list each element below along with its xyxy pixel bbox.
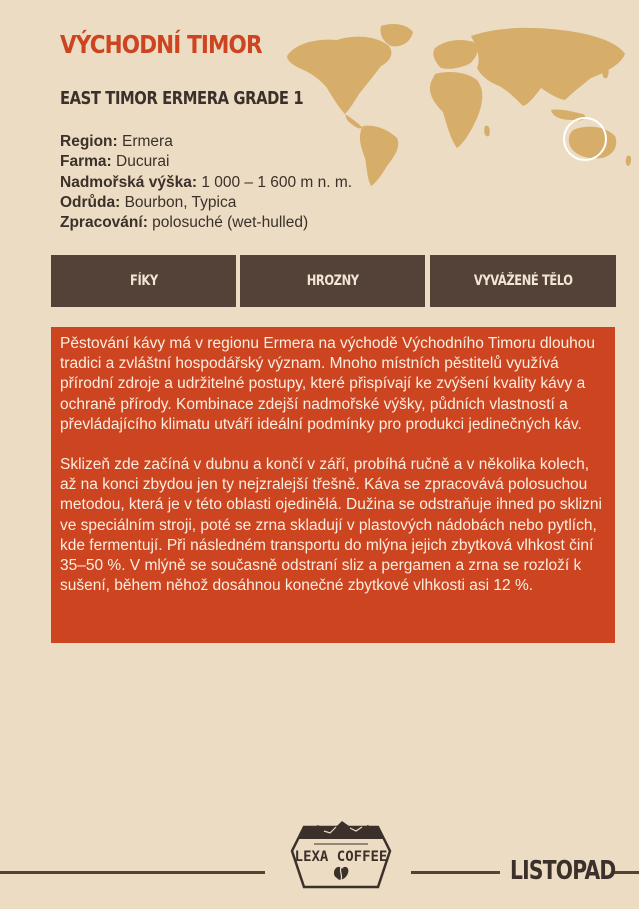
fact-value: Ermera — [122, 133, 173, 150]
fact-variety — [60, 193, 352, 213]
map-madagascar — [484, 126, 490, 137]
map-europe — [433, 40, 477, 69]
fact-label: Nadmořská výška: — [60, 173, 197, 191]
description-paragraph: Pěstování kávy má v regionu Ermera na východě Východního Timoru dlouhou tradici a zvláštní hospodářský význam. Mnoho místních pěstitelů využívá přírodní zdroje a udržitelné postupy, které přispívají ke zvýšení kvality kávy a ochraně přírody. Kombinace zdejší nadmořské výšky, půdních vlastností a převládajícího klimatu utváří ideální podmínky pro produkci jedinečných káv. — [60, 335, 596, 433]
fact-region — [60, 132, 352, 152]
coffee-name: EAST TIMOR ERMERA GRADE 1 — [60, 88, 304, 109]
tasting-note-tile — [51, 255, 236, 307]
map-asia — [471, 28, 625, 106]
description-box — [51, 327, 615, 643]
fact-farm — [60, 152, 352, 172]
fact-value: polosuché (wet-hulled) — [152, 214, 309, 232]
map-central-america — [345, 114, 363, 129]
fact-label: Region: — [60, 133, 118, 150]
page-title: VÝCHODNÍ TIMOR — [60, 30, 262, 59]
map-greenland — [380, 24, 413, 46]
description-paragraph: Sklizeň zde začíná v dubnu a končí v září, probíhá ručně a v několika kolech, až na konci zbydou jen ty nejzralejší třešně. Káva se zpracovává polosuchou metodou, která je v této oblasti ojedinělá. Dužina se odstraňuje ihned po sklizni ve speciálním stroji, poté se zrna skladují v plastových nádobách nebo pytlích, kde fermentují. Při následném transportu do mlýna jejich zbytková vlhkost činí 35–50 %. V mlýně se současně odstraní sliz a pergamen a zrna se rozloží k sušení, během něhož dosáhnou konečné zbytkové vlhkosti asi 12 %. — [60, 456, 602, 595]
map-australia — [569, 127, 616, 159]
tasting-note-label: VYVÁŽENÉ TĚLO — [473, 273, 573, 289]
footer-divider-right — [614, 871, 639, 874]
fact-processing — [60, 213, 352, 233]
tasting-notes — [51, 255, 616, 307]
map-new-zealand — [626, 156, 631, 166]
tasting-note-label: HROZNY — [306, 273, 359, 289]
map-south-america — [360, 126, 398, 186]
fact-altitude — [60, 173, 352, 193]
tasting-note-tile — [430, 255, 616, 307]
fact-label: Zpracování: — [60, 214, 148, 232]
footer-divider-left — [0, 871, 265, 874]
fact-label: Odrůda: — [60, 193, 121, 211]
map-africa — [430, 72, 482, 148]
tasting-note-label: FÍKY — [129, 273, 158, 289]
lexa-coffee-logo — [290, 817, 392, 891]
month-label: LISTOPAD — [510, 856, 616, 886]
fact-value: Ducurai — [116, 153, 170, 171]
coffee-facts — [60, 132, 352, 233]
footer-divider-middle — [411, 871, 500, 874]
fact-label: Farma: — [60, 153, 112, 171]
fact-value: 1 000 – 1 600 m n. m. — [201, 173, 353, 191]
tasting-note-tile — [240, 255, 425, 307]
logo-text: LEXA COFFEE — [294, 849, 388, 865]
fact-value: Bourbon, Typica — [124, 193, 237, 211]
